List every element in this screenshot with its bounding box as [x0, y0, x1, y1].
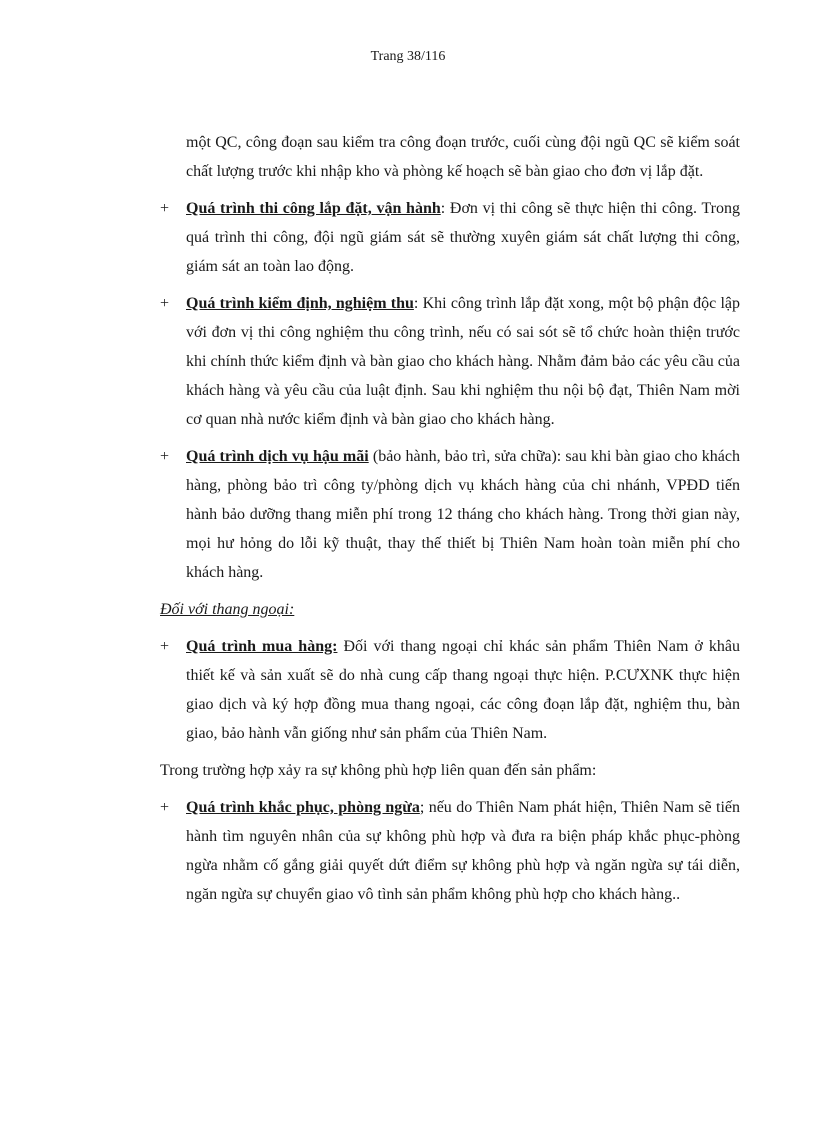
section-heading-foreign-elevators: Đối với thang ngoại: [160, 601, 295, 618]
bullet-text: (bảo hành, bảo trì, sửa chữa): sau khi bàn giao cho khách hàng, phòng bảo trì công ty/phòng dịch vụ khách hàng của chi nhánh, VPĐD tiến hành bảo dưỡng thang miễn phí trong 12 tháng cho khách hàng. Trong thời gian này, mọi hư hỏng do lỗi kỹ thuật, thay thế thiết bị Thiên Nam hoàn toàn miễn phí cho khách hàng. [186, 448, 741, 581]
bullet-text: Đơn vị thi công sẽ thực hiện thi công. Trong quá trình thi công, đội ngũ giám sát sẽ thường xuyên giám sát chất lượng thi công, giám sát an toàn lao động. [186, 200, 740, 275]
term-construction-installation: Quá trình thi công lắp đặt, vận hành [186, 200, 441, 217]
bullet-marker: + [160, 638, 170, 655]
term-corrective-preventive: Quá trình khắc phục, phòng ngừa [186, 799, 420, 816]
document-body [160, 128, 740, 917]
bullet-purchasing [160, 632, 740, 748]
bullet-text: Đối với thang ngoại chỉ khác sản phẩm Thiên Nam ở khâu thiết kế và sản xuất sẽ do nhà cung cấp thang ngoại thực hiện. P.CƯXNK thực hiện giao dịch và ký hợp đồng mua thang ngoại, các công đoạn lắp đặt, nghiệm thu, bàn giao, bảo hành vẫn giống như sản phẩm của Thiên Nam. [186, 638, 740, 742]
bullet-corrective-preventive [160, 793, 740, 909]
bullet-marker: + [160, 448, 170, 465]
bullet-inspection-acceptance [160, 289, 740, 434]
term-separator: : [440, 200, 446, 217]
nonconformity-intro: Trong trường hợp xảy ra sự không phù hợp liên quan đến sản phẩm: [160, 762, 597, 779]
bullet-text: Khi công trình lắp đặt xong, một bộ phận độc lập với đơn vị thi công nghiệm thu công trình, nếu có sai sót sẽ tổ chức hoàn thiện trước khi chính thức kiểm định và bàn giao cho khách hàng. Nhằm đảm bảo các yêu cầu của khách hàng và yêu cầu của luật định. Sau khi nghiệm thu nội bộ đạt, Thiên Nam mời cơ quan nhà nước kiểm định và bàn giao cho khách hàng. [186, 295, 740, 428]
bullet-after-sales-service [160, 442, 740, 587]
term-purchasing: Quá trình mua hàng: [186, 638, 338, 655]
term-separator: ; [419, 799, 425, 816]
page-number-header: Trang 38/116 [370, 49, 446, 64]
term-after-sales-service: Quá trình dịch vụ hậu mãi [186, 448, 369, 465]
continuation-paragraph: một QC, công đoạn sau kiểm tra công đoạn trước, cuối cùng đội ngũ QC sẽ kiểm soát chất lượng trước khi nhập kho và phòng kế hoạch sẽ bàn giao cho đơn vị lắp đặt. [186, 134, 740, 180]
bullet-marker: + [160, 799, 170, 816]
bullet-marker: + [160, 295, 170, 312]
bullet-marker: + [160, 200, 170, 217]
term-inspection-acceptance: Quá trình kiểm định, nghiệm thu [186, 295, 414, 312]
bullet-construction-installation [160, 194, 740, 281]
term-separator: : [413, 295, 419, 312]
bullet-text: nếu do Thiên Nam phát hiện, Thiên Nam sẽ tiến hành tìm nguyên nhân của sự không phù hợp và đưa ra biện pháp khắc phục-phòng ngừa nhằm cố gắng giải quyết dứt điểm sự không phù hợp và ngăn ngừa sự tái diễn, ngăn ngừa sự chuyển giao vô tình sản phẩm không phù hợp cho khách hàng.. [186, 799, 740, 903]
